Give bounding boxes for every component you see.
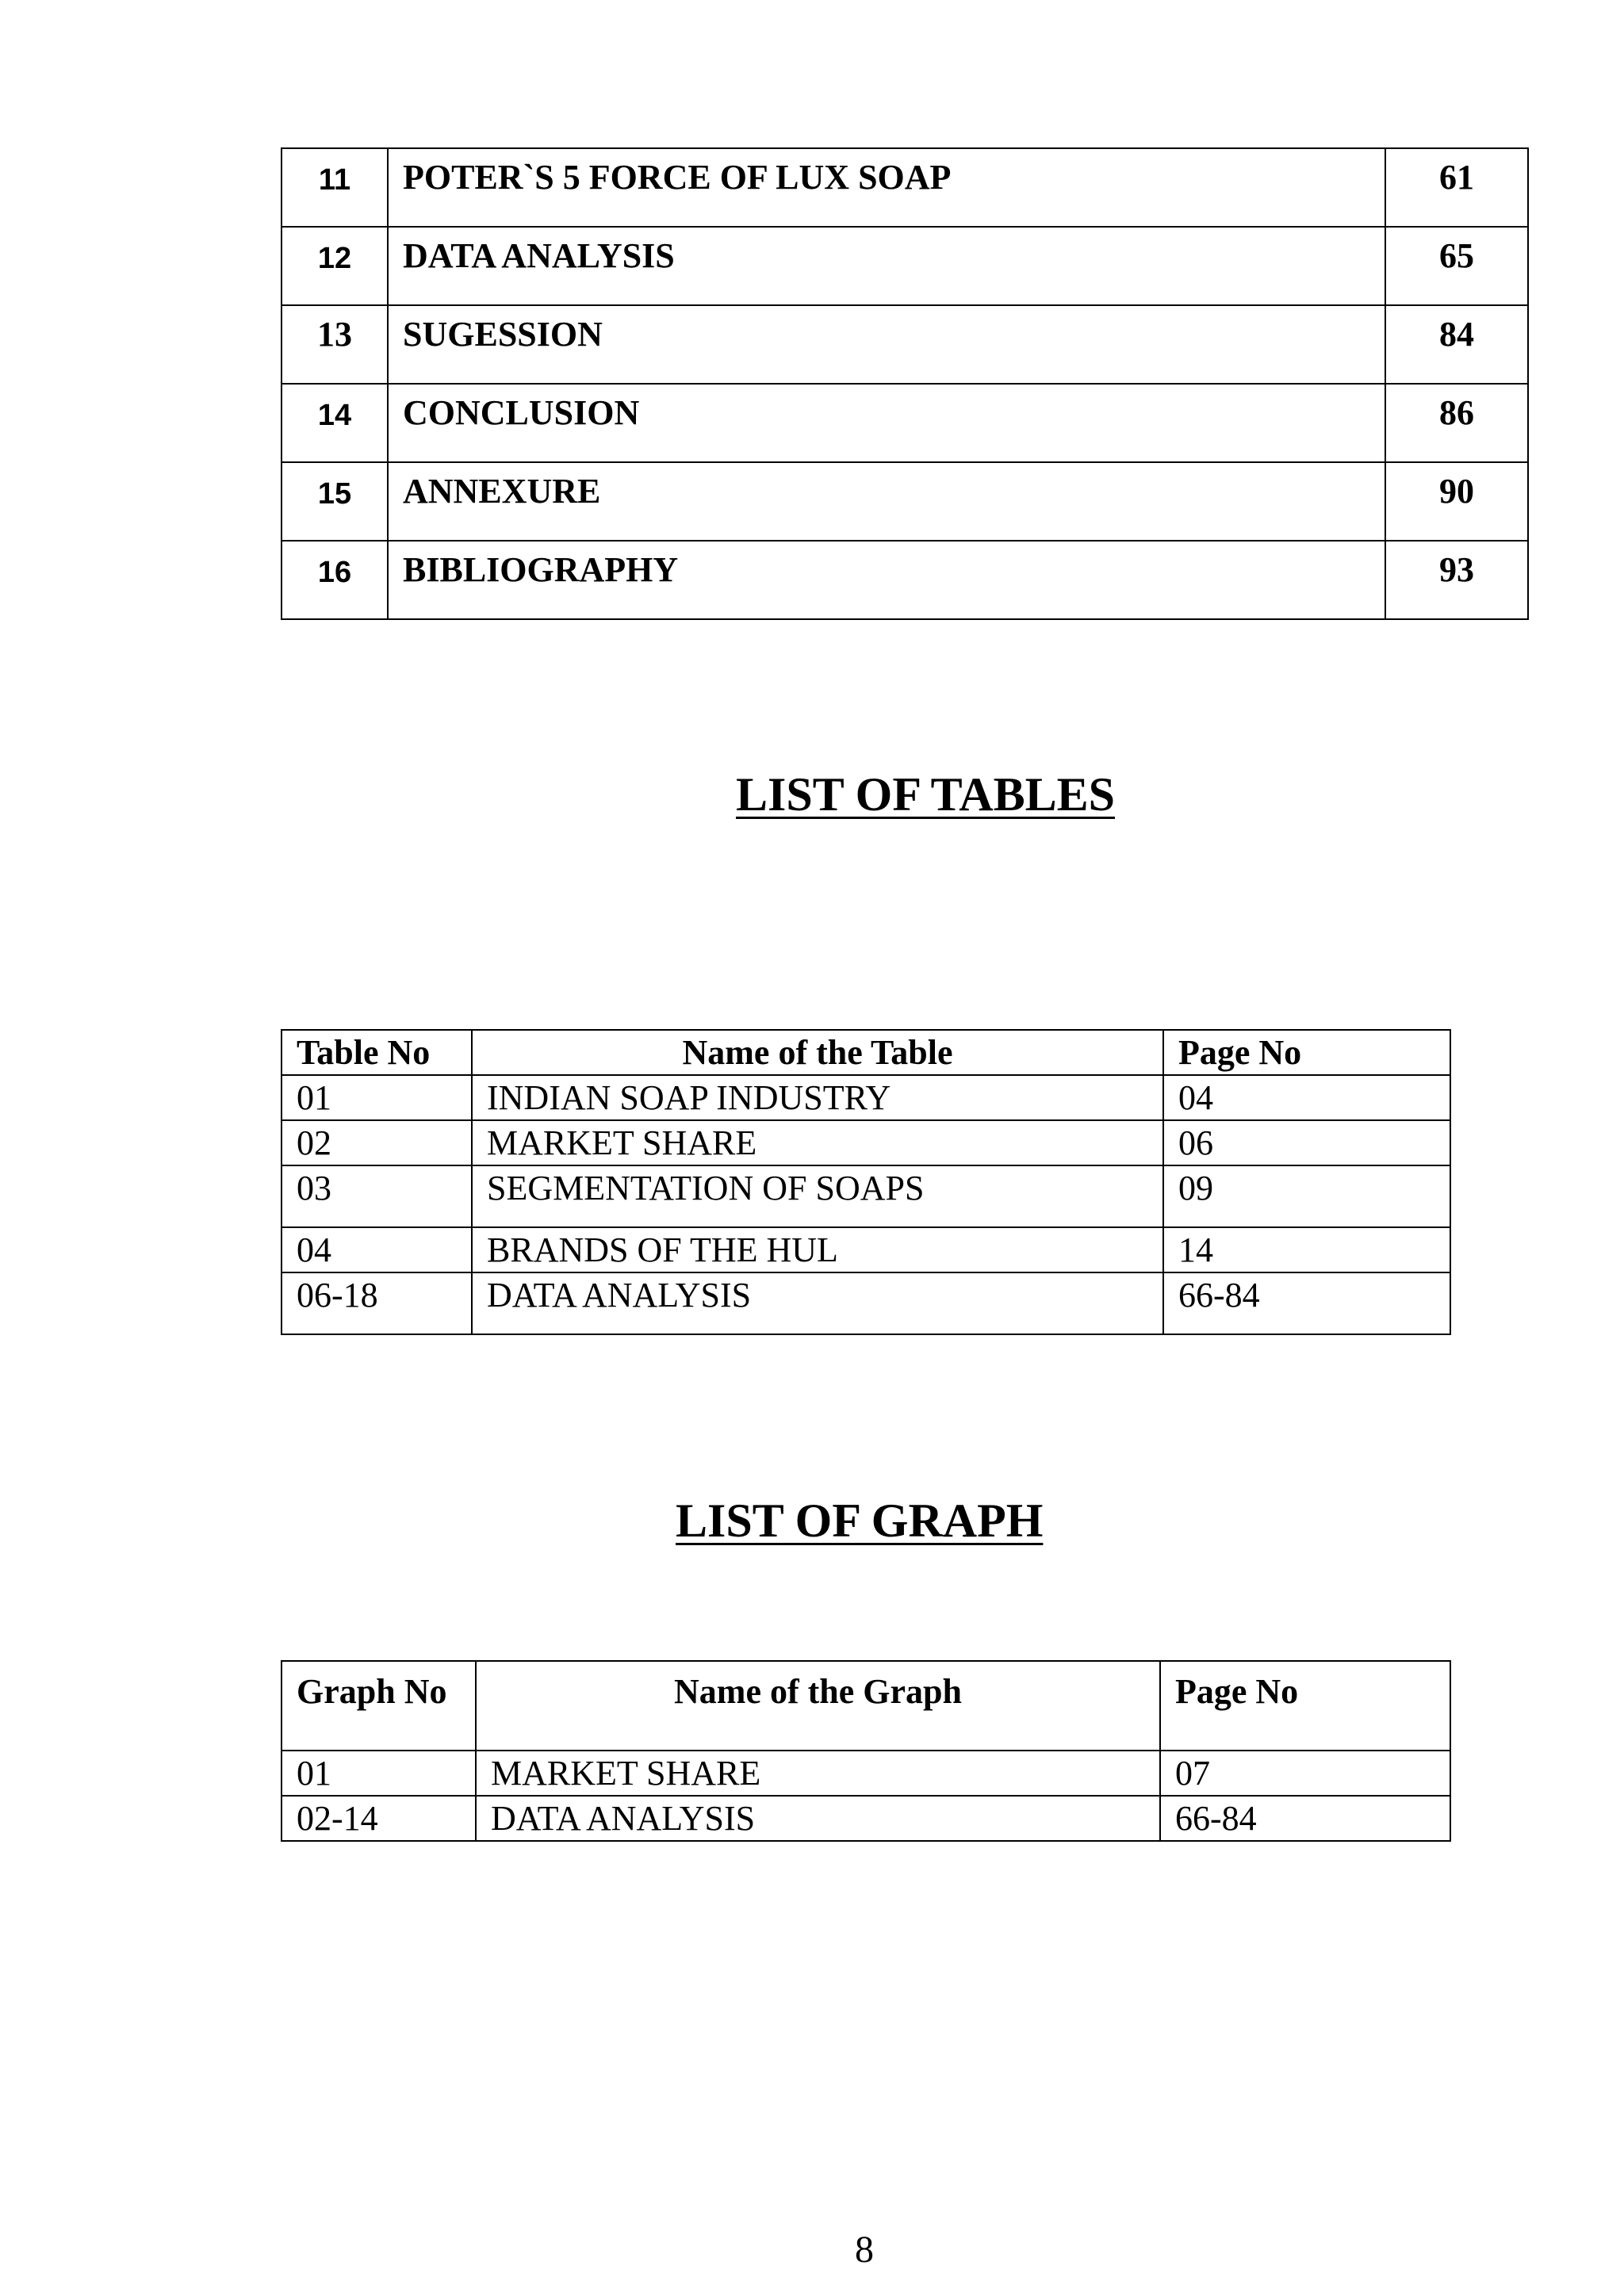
- contents-number: 12: [282, 227, 388, 305]
- table-name: SEGMENTATION OF SOAPS: [472, 1165, 1163, 1227]
- contents-number: 11: [282, 148, 388, 227]
- graph-name: MARKET SHARE: [476, 1751, 1160, 1796]
- contents-row: [282, 148, 1528, 227]
- table-number: 01: [282, 1075, 472, 1120]
- contents-title: CONCLUSION: [388, 384, 1385, 462]
- contents-row: [282, 541, 1528, 619]
- table-page: 06: [1163, 1120, 1450, 1165]
- graph-number: 02-14: [282, 1796, 476, 1841]
- contents-page: 84: [1385, 305, 1528, 384]
- table-row: [282, 1272, 1450, 1334]
- list-of-tables-table: [281, 1029, 1451, 1335]
- header-table-name: Name of the Table: [472, 1030, 1163, 1075]
- contents-page: 90: [1385, 462, 1528, 541]
- graph-header-row: [282, 1661, 1450, 1751]
- table-number: 03: [282, 1165, 472, 1227]
- contents-title: ANNEXURE: [388, 462, 1385, 541]
- table-number: 04: [282, 1227, 472, 1272]
- contents-title: BIBLIOGRAPHY: [388, 541, 1385, 619]
- contents-page: 65: [1385, 227, 1528, 305]
- list-of-graph-heading: LIST OF GRAPH: [676, 1494, 1044, 1547]
- contents-page: 93: [1385, 541, 1528, 619]
- graph-page: 07: [1160, 1751, 1450, 1796]
- contents-number: 16: [282, 541, 388, 619]
- header-graph-name: Name of the Graph: [476, 1661, 1160, 1751]
- list-of-graph-table: [281, 1660, 1451, 1842]
- header-page-no: Page No: [1163, 1030, 1450, 1075]
- contents-row: [282, 462, 1528, 541]
- contents-number: 13: [282, 305, 388, 384]
- contents-title: DATA ANALYSIS: [388, 227, 1385, 305]
- table-page: 66-84: [1163, 1272, 1450, 1334]
- graph-row: [282, 1751, 1450, 1796]
- table-header-row: [282, 1030, 1450, 1075]
- graph-row: [282, 1796, 1450, 1841]
- table-row: [282, 1227, 1450, 1272]
- graph-name: DATA ANALYSIS: [476, 1796, 1160, 1841]
- table-name: BRANDS OF THE HUL: [472, 1227, 1163, 1272]
- table-number: 02: [282, 1120, 472, 1165]
- contents-page: 61: [1385, 148, 1528, 227]
- contents-number: 14: [282, 384, 388, 462]
- contents-page: 86: [1385, 384, 1528, 462]
- table-page: 09: [1163, 1165, 1450, 1227]
- table-name: DATA ANALYSIS: [472, 1272, 1163, 1334]
- table-number: 06-18: [282, 1272, 472, 1334]
- contents-table: [281, 147, 1529, 620]
- contents-title: POTER`S 5 FORCE OF LUX SOAP: [388, 148, 1385, 227]
- contents-row: [282, 305, 1528, 384]
- table-row: [282, 1165, 1450, 1227]
- table-row: [282, 1120, 1450, 1165]
- contents-row: [282, 384, 1528, 462]
- list-of-tables-heading: LIST OF TABLES: [736, 768, 1116, 821]
- contents-row: [282, 227, 1528, 305]
- header-table-no: Table No: [282, 1030, 472, 1075]
- header-page-no: Page No: [1160, 1661, 1450, 1751]
- table-row: [282, 1075, 1450, 1120]
- page-number: 8: [855, 2229, 874, 2271]
- table-page: 04: [1163, 1075, 1450, 1120]
- graph-page: 66-84: [1160, 1796, 1450, 1841]
- table-name: MARKET SHARE: [472, 1120, 1163, 1165]
- contents-title: SUGESSION: [388, 305, 1385, 384]
- graph-number: 01: [282, 1751, 476, 1796]
- header-graph-no: Graph No: [282, 1661, 476, 1751]
- contents-number: 15: [282, 462, 388, 541]
- table-page: 14: [1163, 1227, 1450, 1272]
- table-name: INDIAN SOAP INDUSTRY: [472, 1075, 1163, 1120]
